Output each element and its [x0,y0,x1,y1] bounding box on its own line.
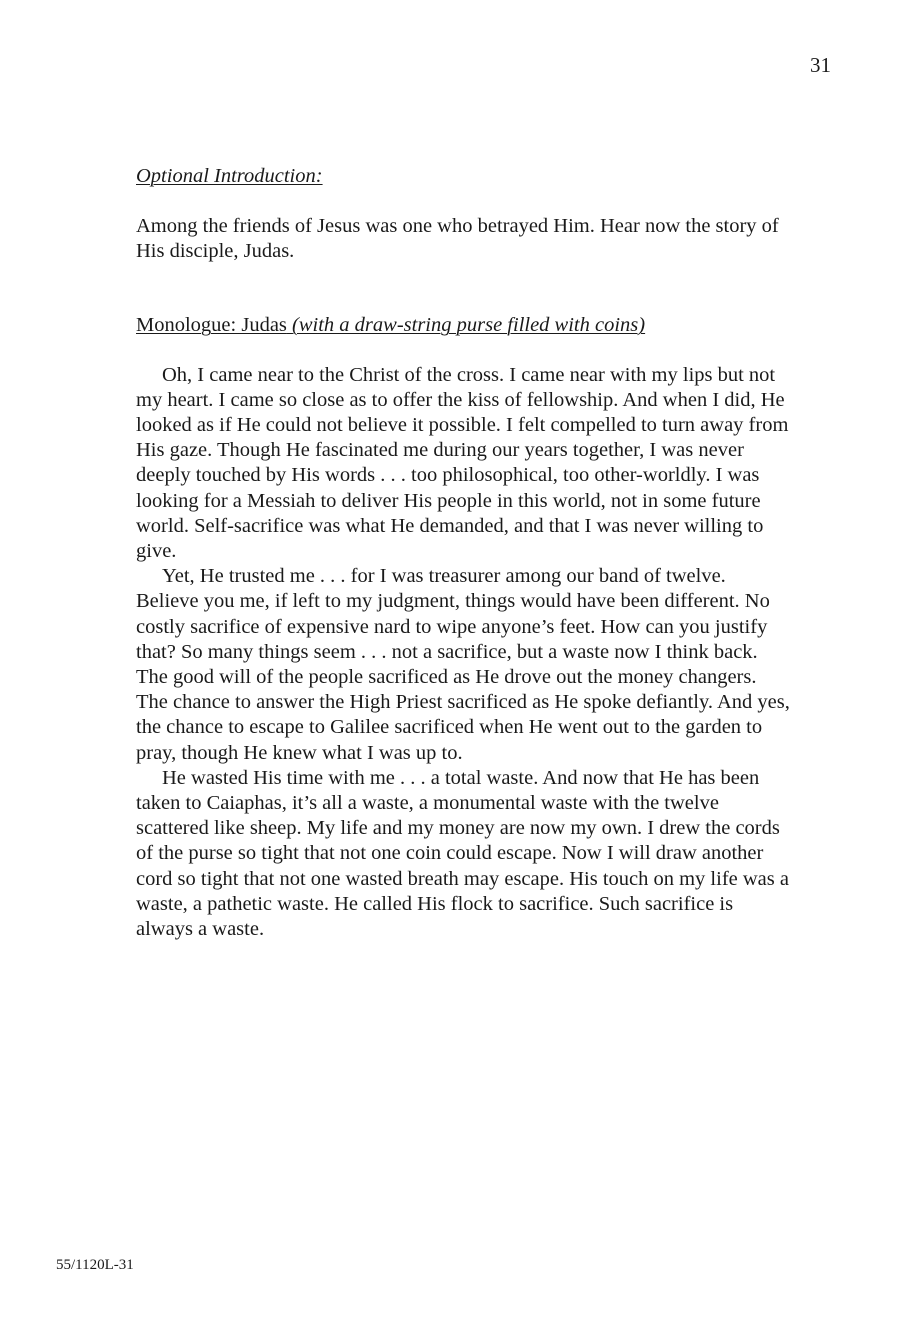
monologue-heading-label: Monologue: Judas [136,314,287,337]
monologue-paragraph: Oh, I came near to the Christ of the cross. I came near with my lips but not my heart. I came so close as to offer the kiss of fellowship. And when I did, He looked as if He could not believe it possible. I felt compelled to turn away from His gaze. Though He fascinated me during our years together, I was never deeply touched by His words . . . too philosophical, too other-worldly. I was looking for a Messiah to deliver His people in this world, not in some future world. Self-sacrifice was what He demanded, and that I was never willing to give. [136,363,789,563]
monologue-heading [136,313,790,338]
page-number: 31 [810,53,831,77]
page-content [136,164,790,942]
intro-paragraph: Among the friends of Jesus was one who betrayed Him. Hear now the story of His disciple, Judas. [136,215,779,263]
monologue-paragraph: Yet, He trusted me . . . for I was treasurer among our band of twelve. Believe you me, if left to my judgment, things would have been different. No costly sacrifice of expensive nard to wipe anyone’s feet. How can you justify that? So many things seem . . . not a sacrifice, but a waste now I think back. The good will of the people sacrificed as He drove out the money changers. The chance to answer the High Priest sacrificed as He spoke defiantly. And yes, the chance to escape to Galilee sacrificed when He went out to the garden to pray, though He knew what I was up to. [136,565,790,764]
intro-heading: Optional Introduction: [136,165,323,187]
footer-code: 55/1120L-31 [56,1257,134,1273]
monologue-body [136,363,790,943]
monologue-paragraph: He wasted His time with me . . . a total waste. And now that He has been taken to Caiaphas, it’s all a waste, a monumental waste with the twelve scattered like sheep. My life and my money are now my own. I drew the cords of the purse so tight that not one coin could escape. Now I will draw another cord so tight that not one wasted breath may escape. His touch on my life was a waste, a pathetic waste. He called His flock to sacrifice. Such sacrifice is always a waste. [136,766,789,941]
monologue-heading-note: (with a draw-string purse filled with coins) [292,314,646,337]
